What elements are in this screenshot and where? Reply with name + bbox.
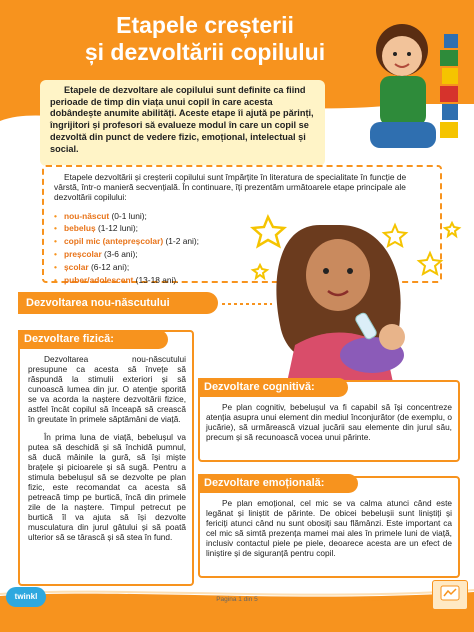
twinkl-badge [432, 580, 468, 610]
intro-text: Etapele de dezvoltare ale copilului sunt definite ca fiind perioade de timp din viața unui copil în care acesta dobândește anumite abilități. Aceste etape îi ajută pe părinți, îngrijitori și profesori să evalueze modul în care un copil se dezvoltă din punct de vedere fizic, emoțional, intelectual și social. [50, 85, 314, 154]
stage-term: nou-născut [64, 210, 110, 221]
physical-title: Dezvoltare fizică: [18, 330, 168, 349]
dotted-line [222, 302, 272, 306]
stage-term: școlar [64, 261, 89, 272]
star-icon [419, 253, 441, 274]
star-icon [253, 217, 284, 246]
badge-icon [440, 585, 460, 601]
emotional-paragraph-1: Pe plan emoțional, cel mic se va calma atunci când este legănat și liniștit de părinte. De obicei bebelușii sunt liniștiți și fericiți atunci când nu sunt obosiți sau flămânzi. Este important ca cel mic să simtă prezența mamei mai ales în primele luni de viață, inclusiv contactul piele pe piele, deoarece acesta are un efect de liniștire și de siguranță pentru copil. [206, 498, 452, 558]
cognitive-title: Dezvoltare cognitivă: [198, 378, 348, 397]
stage-range: (3-6 ani); [101, 249, 138, 259]
twinkl-logo: twinkl [6, 587, 46, 607]
intro-box [40, 80, 325, 166]
star-icon [384, 225, 406, 246]
child-with-blocks-illustration [340, 10, 474, 160]
stage-term: preșcolar [64, 249, 102, 259]
emotional-text [206, 498, 452, 566]
emotional-title: Dezvoltare emoțională: [198, 474, 358, 493]
stages-intro: Etapele dezvoltării și creșterii copilului sunt împărțite în literatura de specialitate în funcție de vârstă, într-o manieră secvențială. În continuare, îți prezentăm următoarele etape principale ale dezvoltării copilului: [54, 172, 407, 203]
section-banner: Dezvoltarea nou-născutului [18, 292, 218, 314]
footer-url[interactable]: viziteaza.twinkl.ro [360, 596, 416, 603]
title-line-2: și dezvoltării copilului [84, 39, 326, 65]
physical-paragraph-2: În prima luna de viață, bebelușul va putea să deschidă și să închidă pumnul, să ducă mâinile la gură, să își miște brațele și picioarele și să sugă. Pentru a stimula bebelușul să se dezvolte pe plan fizic, este recomandat ca acesta să petreacă timp pe burtică, încă din primele zile de la naștere. Timpul petrecut pe burtică îl va ajuta să își dezvolte musculatura din jurul gâtului și să poată ulterior să se târască și să stea în fund. [28, 432, 186, 542]
cognitive-text [206, 402, 452, 450]
physical-paragraph-1: Dezvoltarea nou-născutului presupune ca acesta să învețe să răspundă la stimulii exteriori și să cunoască lumea din jur. O atenție sporită se va acorda la naștere dezvoltării fizice, astfel încât copilul să înceapă să crească în greutate în primele săptămâni de viață. [28, 354, 186, 424]
stage-range: (13-18 ani). [133, 274, 179, 285]
footer-wave [0, 588, 474, 632]
physical-text [28, 354, 186, 550]
star-icon [445, 223, 459, 236]
stage-term: puber/adolescent [64, 274, 134, 285]
stage-range: (1-12 luni); [95, 223, 139, 234]
stage-range: (6-12 ani); [88, 261, 130, 272]
stage-range: (0-1 luni); [109, 210, 147, 221]
title-line-1: Etapele creșterii [116, 12, 294, 38]
page-number: Pagina 1 din 5 [216, 596, 258, 603]
stage-term: bebeluș [64, 223, 96, 234]
stage-term: copil mic (antepreșcolar) [64, 236, 164, 247]
cognitive-paragraph-1: Pe plan cognitiv, bebelușul va fi capabil să își concentreze atenția asupra unui element din mediul înconjurător (de exemplu, o jucărie), să urmărească vizual jucării sau elemente din jurul său, precum și să recunoască vocea unui părinte. [206, 402, 452, 442]
stage-range: (1-2 ani); [163, 236, 199, 247]
star-icon [253, 265, 267, 278]
